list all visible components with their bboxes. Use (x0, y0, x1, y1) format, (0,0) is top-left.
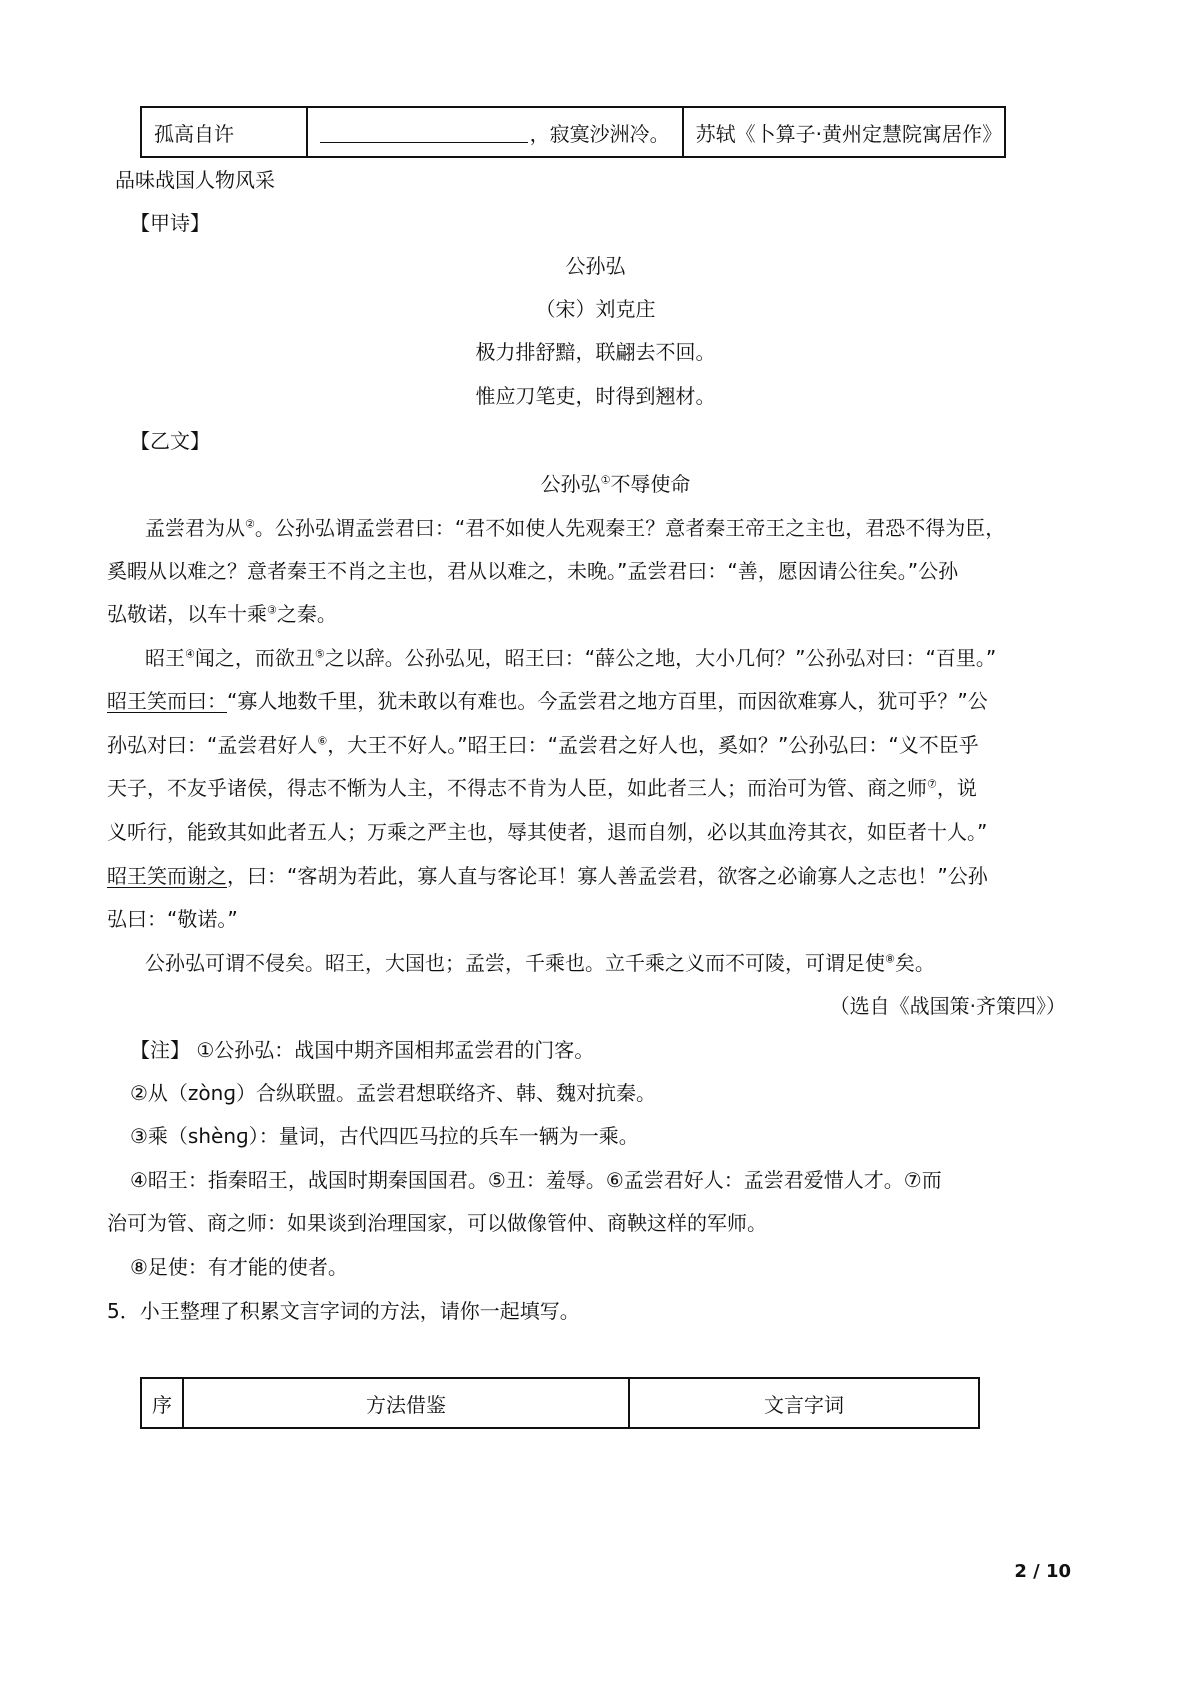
prose-p2-line-4 (107, 778, 977, 798)
note-3: ③乘（shènɡ）：量词，古代四匹马拉的兵车一辆为一乘。 (130, 1124, 639, 1148)
poem-label: 【甲诗】 (130, 211, 210, 235)
text-run: ，曰：“客胡为若此，寡人直与客论耳！寡人善孟尝君，欲客之必谕寡人之志也！”公孙 (227, 864, 988, 888)
note-2: ②从（zònɡ）合纵联盟。孟尝君想联络齐、韩、魏对抗秦。 (130, 1081, 657, 1105)
footnote-mark: ④ (185, 647, 195, 661)
text-run: “寡人地数千里，犹未敢以有难也。今孟尝君之地方百里，而因欲难寡人，犹可乎？”公 (227, 689, 988, 713)
underlined-phrase: 昭王笑而曰： (107, 689, 227, 713)
prose-p1-line-3 (107, 604, 337, 624)
prose-p2-line-7: 弘曰：“敬诺。” (107, 907, 238, 931)
prose-label: 【乙文】 (130, 429, 210, 453)
text-run: 之秦。 (276, 602, 337, 626)
text-run: 天子，不友乎诸侯，得志不惭为人主，不得志不肯为人臣，如此者三人；而治可为管、商之师 (107, 776, 927, 800)
text-run: ，大王不好人。”昭王曰：“孟尝君之好人也，奚如？”公孙弘曰：“义不臣乎 (327, 733, 979, 757)
poem-line-1: 极力排舒黯，联翩去不回。 (475, 340, 716, 364)
table-row (141, 107, 1005, 157)
text-run: 。公孙弘谓孟尝君曰：“君不如使人先观秦王？意者秦王帝王之主也，君恐不得为臣， (254, 516, 1006, 540)
footnote-mark: ① (600, 473, 611, 487)
table-header-method: 方法借鉴 (183, 1378, 629, 1428)
section-title: 品味战国人物风采 (115, 168, 275, 192)
prose-p2-line-5: 义听行，能致其如此者五人；万乘之严主也，辱其使者，退而自刎，必以其血洿其衣，如臣者十人。” (107, 820, 988, 844)
note-6: ⑧足使：有才能的使者。 (130, 1255, 348, 1279)
text-run: 弘敬诺，以车十乘 (107, 602, 267, 626)
table-cell-source: 苏轼《卜算子·黄州定慧院寓居作》 (683, 107, 1005, 157)
quote-suffix: ，寂寞沙洲冷。 (529, 121, 670, 146)
prose-title-b: 不辱使命 (610, 472, 691, 496)
poem-title: 公孙弘 (565, 254, 626, 278)
prose-p2-line-1 (145, 648, 996, 668)
prose-title (20, 474, 1191, 494)
footnote-mark: ⑧ (885, 952, 895, 966)
table-header-index: 序 (141, 1378, 183, 1428)
prose-p3-line-1 (145, 953, 935, 973)
text-run: 闻之，而欲丑 (194, 646, 315, 670)
prose-p2-line-6 (107, 866, 988, 886)
fill-in-blank[interactable] (320, 120, 528, 143)
table-row (141, 1378, 979, 1428)
text-run: 孙弘对曰：“孟尝君好人 (107, 733, 318, 757)
prose-p1-line-1 (145, 518, 1005, 538)
prose-title-a: 公孙弘 (540, 472, 601, 496)
note-4: ④昭王：指秦昭王，战国时期秦国国君。⑤丑：羞辱。⑥孟尝君好人：孟尝君爱惜人才。⑦而 (130, 1168, 942, 1192)
footnote-mark: ⑤ (314, 647, 325, 661)
method-table (140, 1377, 980, 1429)
text-run: 公孙弘可谓不侵矣。昭王，大国也；孟尝，千乘也。立千乘之义而不可陵，可谓足使 (145, 951, 885, 975)
table-cell-theme: 孤高自许 (141, 107, 307, 157)
footnote-mark: ② (245, 517, 255, 531)
table-header-words: 文言字词 (629, 1378, 979, 1428)
poem-author: （宋）刘克庄 (535, 297, 656, 321)
question-5: 5．小王整理了积累文言字词的方法，请你一起填写。 (107, 1299, 580, 1323)
text-run: ，说 (936, 776, 977, 800)
footnote-mark: ⑦ (927, 777, 937, 791)
text-run: 矣。 (894, 951, 935, 975)
poem-line-2: 惟应刀笔吏，时得到翘材。 (475, 384, 716, 408)
top-quote-table (140, 106, 1006, 158)
note-5: 治可为管、商之师：如果谈到治理国家，可以做像管仲、商鞅这样的军师。 (107, 1211, 767, 1235)
note-1: 【注】 ①公孙弘：战国中期齐国相邦孟尝君的门客。 (130, 1038, 595, 1062)
underlined-phrase: 昭王笑而谢之 (107, 864, 227, 888)
text-run: 孟尝君为从 (145, 516, 245, 540)
prose-source: （选自《战国策·齐策四》） (829, 994, 1066, 1018)
footnote-mark: ⑥ (317, 734, 328, 748)
prose-p2-line-2 (107, 691, 988, 711)
table-cell-quote (307, 107, 683, 157)
footnote-mark: ③ (267, 603, 277, 617)
text-run: 昭王 (145, 646, 185, 670)
prose-p1-line-2: 奚暇从以难之？意者秦王不肖之主也，君从以难之，未晚。”孟尝君曰：“善，愿因请公往矣。”公孙 (107, 559, 959, 583)
page-number: 2 / 10 (1014, 1561, 1071, 1582)
text-run: 之以辞。公孙弘见，昭王曰：“薛公之地，大小几何？”公孙弘对曰：“百里。” (324, 646, 997, 670)
prose-p2-line-3 (107, 735, 979, 755)
